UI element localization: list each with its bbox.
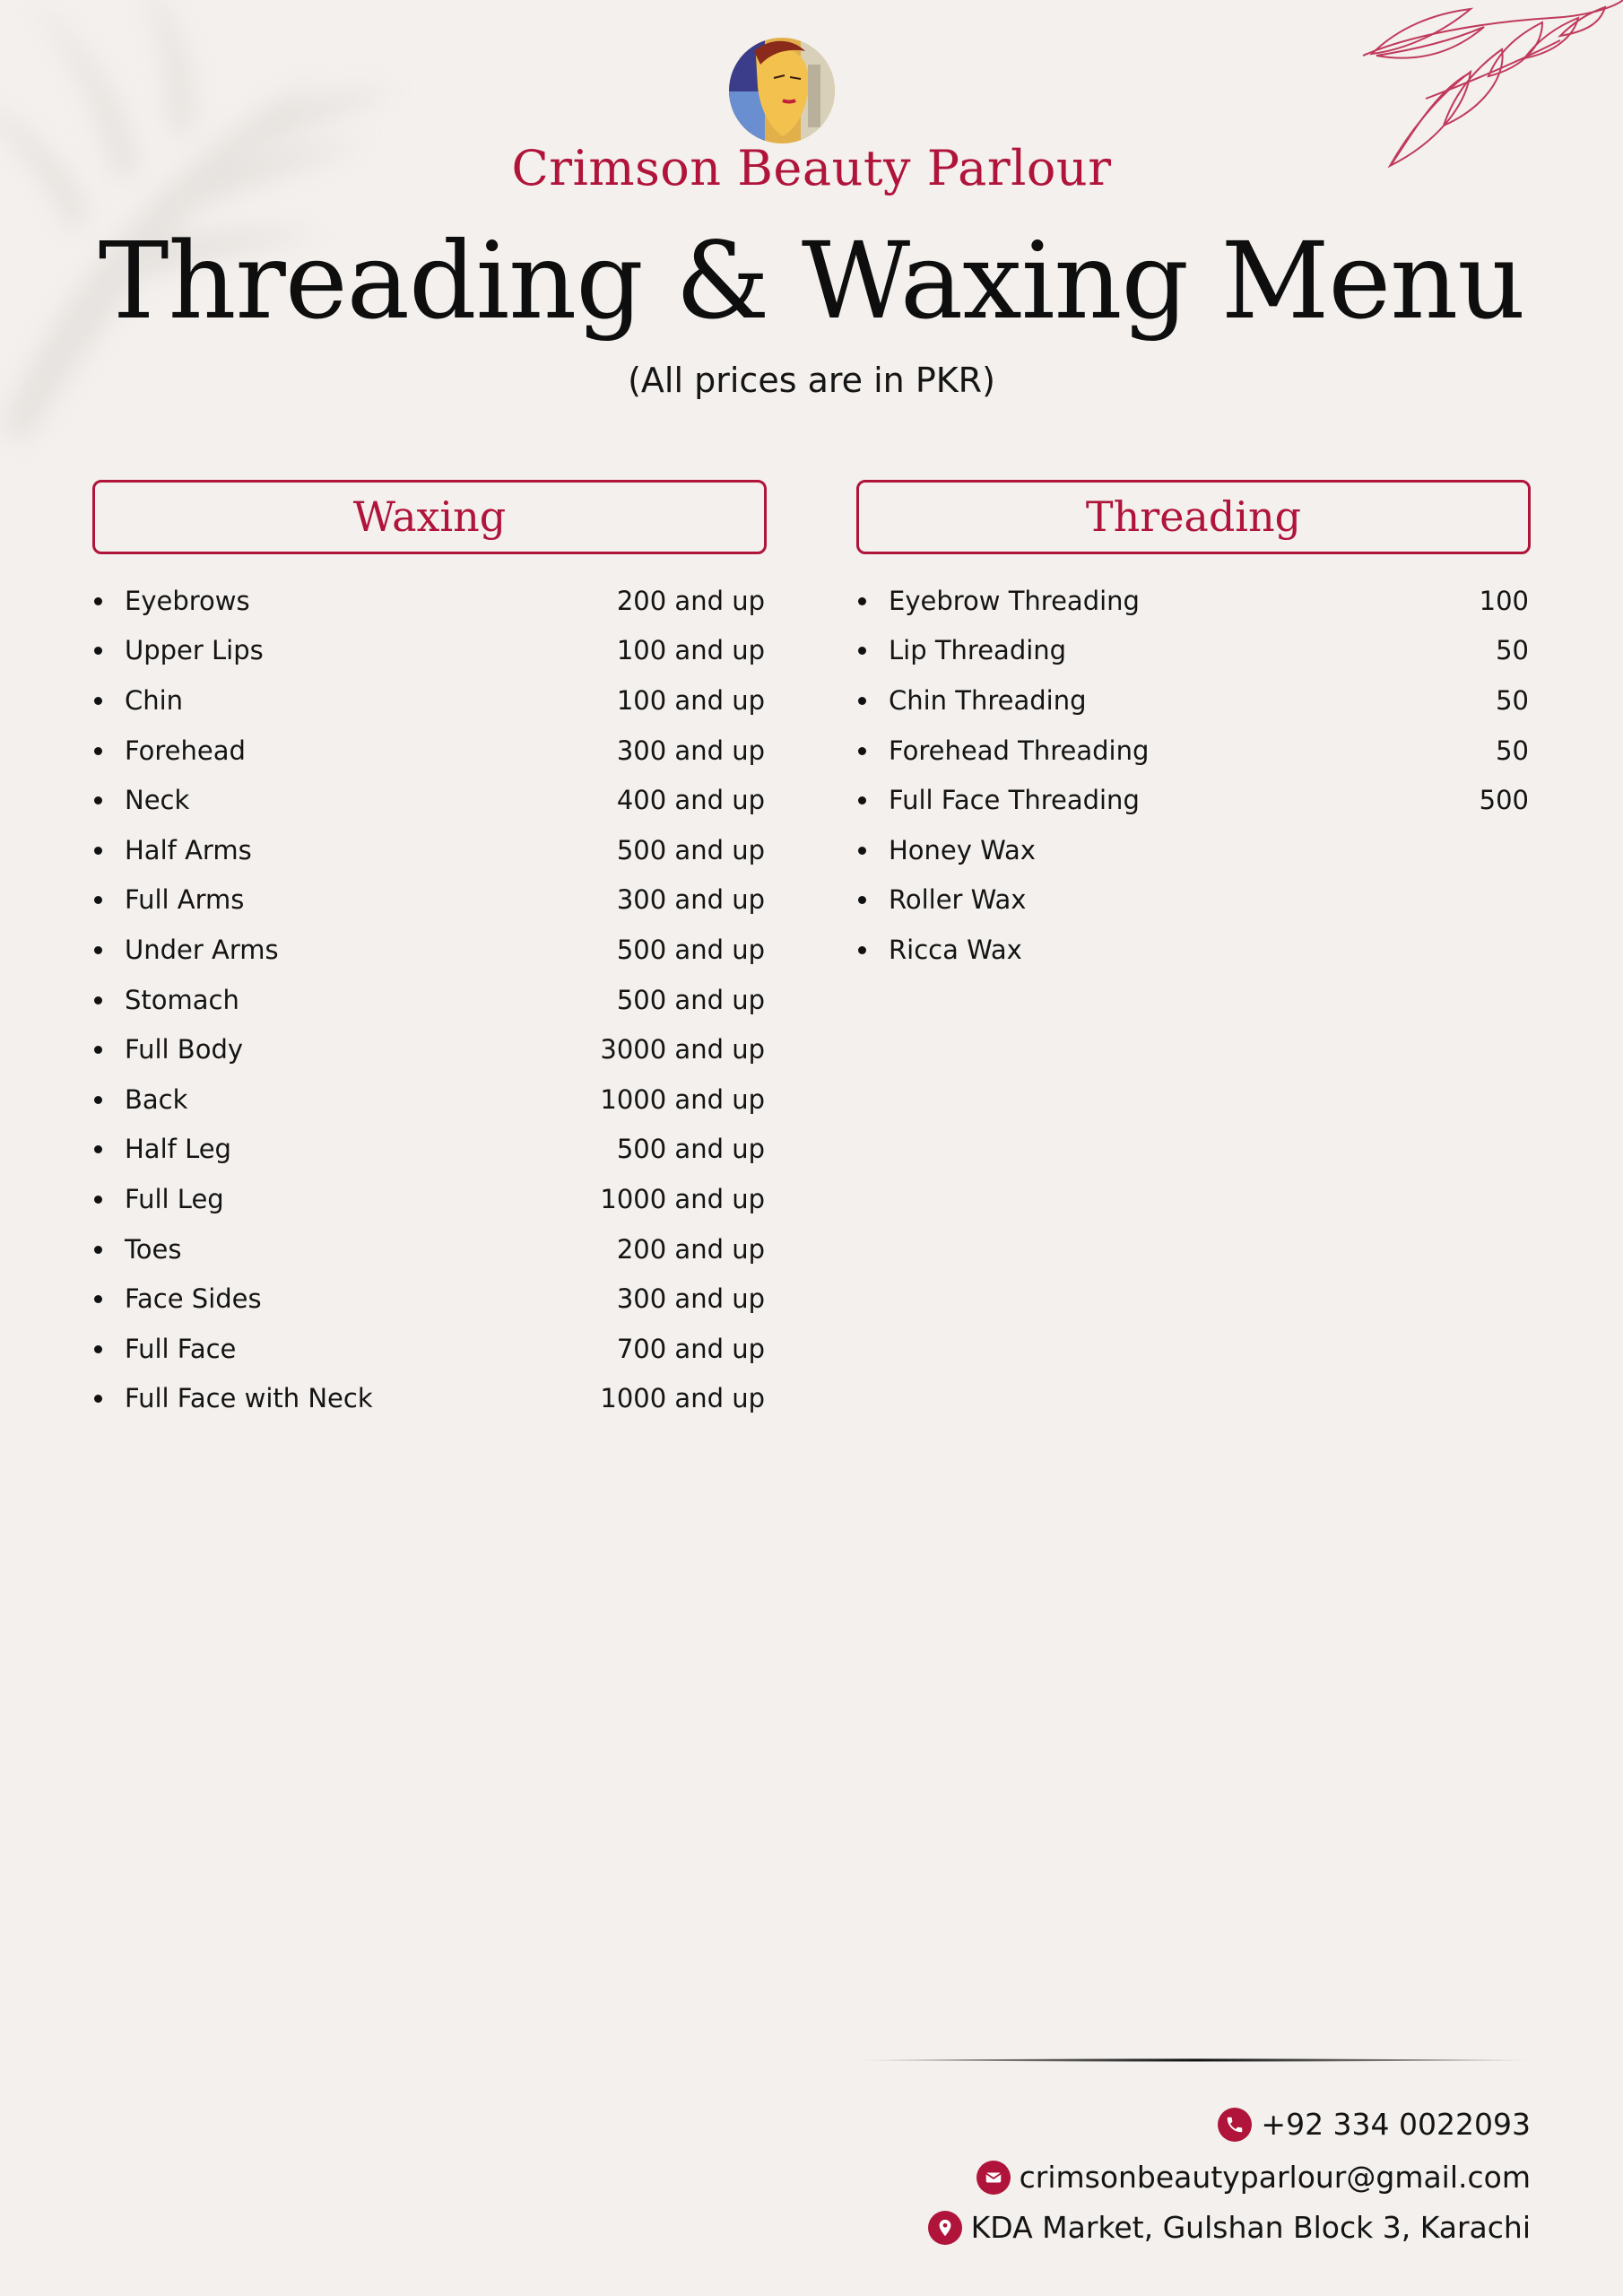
- list-item: [92, 626, 767, 676]
- service-name: Forehead: [125, 735, 246, 766]
- list-item: [92, 925, 767, 975]
- service-name: Full Body: [125, 1034, 244, 1065]
- service-name: Neck: [125, 785, 190, 816]
- service-price: 500: [1479, 785, 1529, 816]
- service-name: Roller Wax: [889, 884, 1027, 916]
- list-item: [92, 576, 767, 626]
- contact-email[interactable]: [976, 2160, 1531, 2195]
- list-item: [92, 825, 767, 875]
- footer-divider: [861, 2057, 1529, 2063]
- service-name: Full Face Threading: [889, 785, 1140, 816]
- service-price: 1000 and up: [600, 1083, 765, 1115]
- list-item: [92, 1374, 767, 1424]
- service-price: 500 and up: [616, 934, 765, 965]
- service-name: Eyebrows: [125, 585, 250, 616]
- page-title: Threading & Waxing Menu: [98, 219, 1525, 343]
- service-price: 50: [1496, 735, 1529, 766]
- service-price: 200 and up: [616, 1233, 765, 1265]
- threading-list: [856, 576, 1531, 975]
- service-price: 300 and up: [616, 1283, 765, 1315]
- brand-name: Crimson Beauty Parlour: [511, 140, 1112, 196]
- service-price: 100 and up: [616, 635, 765, 666]
- service-price: 500 and up: [616, 984, 765, 1015]
- service-name: Full Leg: [125, 1183, 224, 1214]
- list-item: [92, 775, 767, 825]
- phone-number: +92 334 0022093: [1261, 2107, 1531, 2142]
- bullet-icon: [94, 1196, 102, 1204]
- bullet-icon: [94, 597, 102, 605]
- bullet-icon: [94, 1345, 102, 1353]
- service-name: Back: [125, 1083, 188, 1115]
- bullet-icon: [858, 597, 866, 605]
- list-item: [92, 1224, 767, 1274]
- service-name: Toes: [125, 1233, 182, 1265]
- bullet-icon: [94, 1246, 102, 1254]
- service-name: Full Arms: [125, 884, 245, 916]
- list-item: [856, 675, 1531, 726]
- street-address: KDA Market, Gulshan Block 3, Karachi: [970, 2210, 1531, 2245]
- email-address: crimsonbeautyparlour@gmail.com: [1019, 2160, 1531, 2195]
- list-item: [856, 875, 1531, 926]
- list-item: [92, 975, 767, 1025]
- mail-icon: [976, 2161, 1011, 2195]
- service-name: Half Leg: [125, 1134, 231, 1165]
- bullet-icon: [94, 946, 102, 954]
- waxing-section: [92, 480, 767, 1423]
- service-name: Full Face with Neck: [125, 1383, 373, 1414]
- service-name: Chin: [125, 684, 184, 716]
- list-item: [92, 726, 767, 776]
- service-name: Full Face: [125, 1333, 237, 1364]
- service-name: Half Arms: [125, 834, 252, 865]
- service-price: 300 and up: [616, 884, 765, 916]
- service-price: 200 and up: [616, 585, 765, 616]
- service-price: 700 and up: [616, 1333, 765, 1364]
- bullet-icon: [94, 747, 102, 755]
- bullet-icon: [94, 847, 102, 855]
- list-item: [92, 1174, 767, 1224]
- service-name: Face Sides: [125, 1283, 262, 1315]
- list-item: [856, 775, 1531, 825]
- brand-logo: [729, 38, 835, 144]
- phone-icon: [1218, 2108, 1252, 2142]
- list-item: [92, 1074, 767, 1125]
- service-name: Lip Threading: [889, 635, 1067, 666]
- bullet-icon: [94, 996, 102, 1004]
- service-name: Honey Wax: [889, 834, 1036, 865]
- service-price: 1000 and up: [600, 1183, 765, 1214]
- service-price: 50: [1496, 635, 1529, 666]
- bullet-icon: [858, 946, 866, 954]
- service-name: Forehead Threading: [889, 735, 1150, 766]
- list-item: [92, 875, 767, 926]
- service-price: 300 and up: [616, 735, 765, 766]
- service-price: 50: [1496, 684, 1529, 716]
- service-name: Eyebrow Threading: [889, 585, 1140, 616]
- bullet-icon: [858, 847, 866, 855]
- threading-section: [856, 480, 1531, 975]
- service-price: 100 and up: [616, 684, 765, 716]
- list-item: [856, 576, 1531, 626]
- location-pin-icon: [928, 2211, 962, 2245]
- service-price: 400 and up: [616, 785, 765, 816]
- bullet-icon: [858, 747, 866, 755]
- contact-address: [928, 2210, 1531, 2245]
- waxing-heading: Waxing: [92, 480, 767, 554]
- page-subtitle: (All prices are in PKR): [628, 361, 995, 400]
- bullet-icon: [94, 697, 102, 705]
- service-name: Stomach: [125, 984, 239, 1015]
- service-name: Ricca Wax: [889, 934, 1022, 965]
- list-item: [92, 1274, 767, 1324]
- list-item: [856, 925, 1531, 975]
- bullet-icon: [858, 697, 866, 705]
- list-item: [92, 1324, 767, 1374]
- service-name: Under Arms: [125, 934, 279, 965]
- bullet-icon: [94, 1096, 102, 1104]
- service-price: 1000 and up: [600, 1383, 765, 1414]
- service-price: 500 and up: [616, 834, 765, 865]
- list-item: [856, 726, 1531, 776]
- list-item: [92, 1125, 767, 1175]
- list-item: [92, 675, 767, 726]
- service-price: 500 and up: [616, 1134, 765, 1165]
- list-item: [856, 626, 1531, 676]
- service-price: 100: [1479, 585, 1529, 616]
- service-price: 3000 and up: [600, 1034, 765, 1065]
- service-name: Upper Lips: [125, 635, 264, 666]
- list-item: [92, 1024, 767, 1074]
- waxing-list: [92, 576, 767, 1423]
- threading-heading: Threading: [856, 480, 1531, 554]
- list-item: [856, 825, 1531, 875]
- contact-phone[interactable]: [1218, 2107, 1531, 2142]
- service-name: Chin Threading: [889, 684, 1087, 716]
